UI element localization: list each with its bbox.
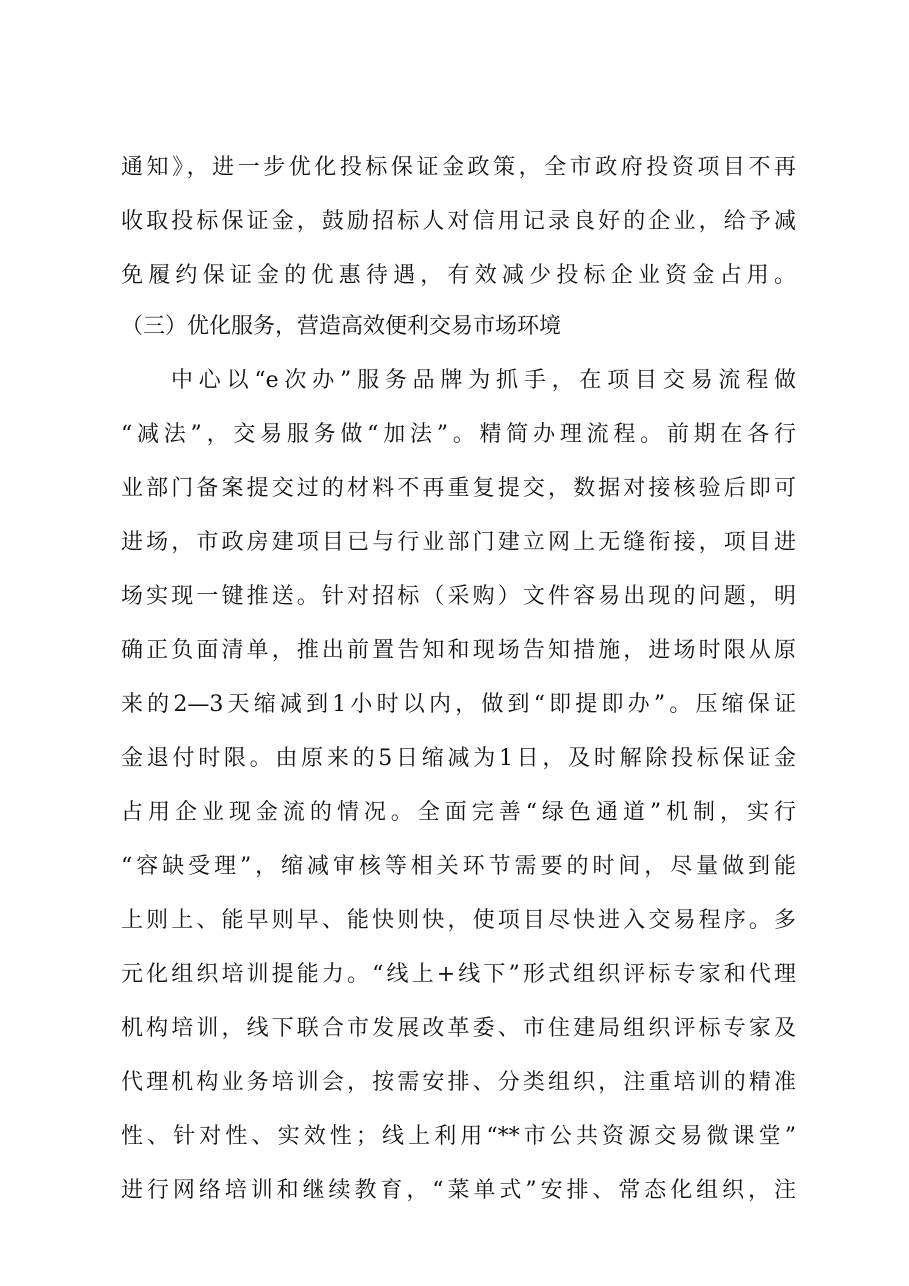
body-text-line: 上则上、能早则早、能快则快，使项目尽快进入交易程序。多	[121, 908, 796, 933]
body-text-line: “容缺受理”，缩减审核等相关环节需要的时间，尽量做到能	[121, 854, 796, 879]
body-text-line: 机构培训，线下联合市发展改革委、市住建局组织评标专家及	[121, 1016, 796, 1041]
body-text-line: 通知》，进一步优化投标保证金政策，全市政府投资项目不再	[121, 155, 796, 180]
body-text-line: 场实现一键推送。针对招标（采购）文件容易出现的问题，明	[121, 584, 796, 609]
section-heading: （三）优化服务，营造高效便利交易市场环境	[121, 314, 562, 339]
body-text-line: 占用企业现金流的情况。全面完善“绿色通道”机制，实行	[121, 800, 796, 825]
body-text-line: 进场，市政房建项目已与行业部门建立网上无缝衔接，项目进	[121, 530, 796, 555]
body-text-line: 性、针对性、实效性；线上利用“**市公共资源交易微课堂”	[121, 1124, 796, 1149]
body-text-line: 收取投标保证金，鼓励招标人对信用记录良好的企业，给予减	[121, 209, 796, 234]
body-text-line: 确正负面清单，推出前置告知和现场告知措施，进场时限从原	[121, 638, 796, 663]
body-text-line: “减法”，交易服务做“加法”。精简办理流程。前期在各行	[121, 422, 796, 447]
body-text-line: 元化组织培训提能力。“线上+线下”形式组织评标专家和代理	[121, 962, 796, 987]
body-text-line: 免履约保证金的优惠待遇，有效减少投标企业资金占用。	[121, 263, 796, 288]
body-text-line: 业部门备案提交过的材料不再重复提交，数据对接核验后即可	[121, 476, 796, 501]
body-text-line: 代理机构业务培训会，按需安排、分类组织，注重培训的精准	[121, 1070, 796, 1095]
body-text-line: 进行网络培训和继续教育，“菜单式”安排、常态化组织，注	[121, 1178, 796, 1203]
body-text-line: 来的2—3天缩减到1小时以内，做到“即提即办”。压缩保证	[121, 692, 796, 717]
body-text-line: 金退付时限。由原来的5日缩减为1日，及时解除投标保证金	[121, 746, 796, 771]
paragraph-first-line: 中心以“e次办”服务品牌为抓手，在项目交易流程做	[171, 368, 796, 393]
